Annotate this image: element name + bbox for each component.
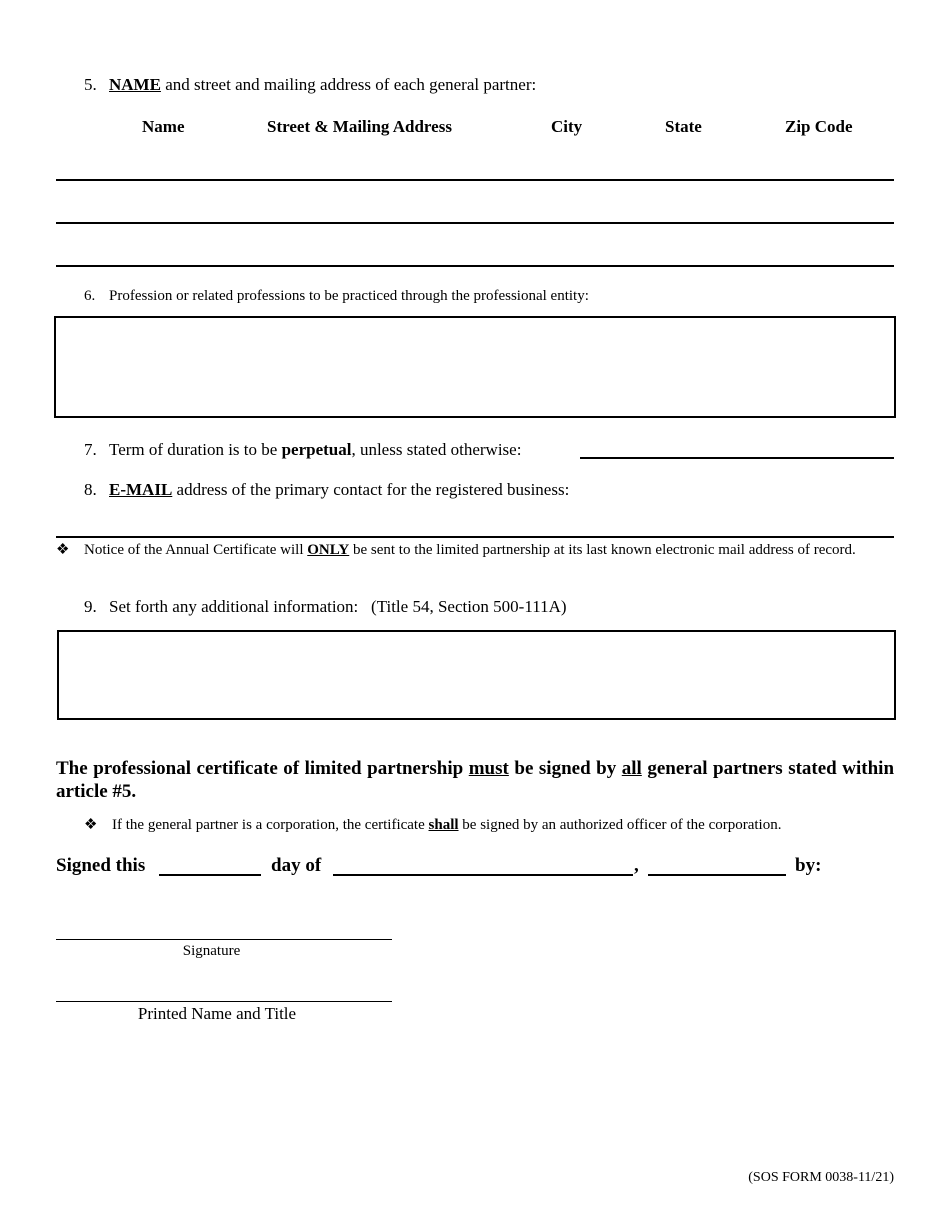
item8-text: address of the primary contact for the registered business: — [172, 480, 570, 499]
signed-this-label: Signed this — [56, 855, 146, 876]
partner-line-2[interactable] — [56, 222, 894, 224]
corp-note-shall: shall — [428, 817, 459, 833]
printed-name-line[interactable] — [56, 1001, 392, 1002]
statement-part-2: be signed by — [508, 758, 622, 779]
notice-text-pre: Notice of the Annual Certificate will — [84, 542, 308, 558]
item7-number: 7. — [84, 440, 97, 459]
item8-number: 8. — [84, 480, 97, 499]
notice-text-post: be sent to the limited partnership at its last known electronic mail address of record. — [349, 542, 856, 558]
statement-part-1: The professional certificate of limited partnership — [56, 758, 469, 779]
profession-input-box[interactable] — [54, 316, 896, 418]
item5-bold-word: NAME — [109, 75, 161, 94]
notice-text — [84, 541, 902, 559]
corp-note-pre: If the general partner is a corporation, the certificate — [112, 817, 429, 833]
notice-bullet-icon: ❖ — [56, 542, 70, 558]
item6-number: 6. — [84, 288, 96, 304]
statement-all: all — [621, 758, 642, 779]
column-header-city: City — [551, 117, 583, 136]
column-header-zip: Zip Code — [785, 117, 853, 136]
email-line[interactable] — [56, 536, 894, 538]
corp-bullet-icon: ❖ — [84, 817, 98, 833]
statement-must: must — [468, 758, 509, 779]
column-header-name: Name — [142, 117, 185, 136]
notice-only: ONLY — [307, 542, 350, 558]
item5-heading — [84, 75, 536, 95]
item8-heading — [84, 480, 569, 500]
item7-text-post: , unless stated otherwise: — [351, 440, 522, 459]
day-of-label: day of — [271, 855, 322, 876]
signed-day-line[interactable] — [159, 874, 261, 876]
item7-perpetual: perpetual — [281, 440, 352, 459]
item9-number: 9. — [84, 597, 97, 616]
printed-name-label: Printed Name and Title — [137, 1004, 297, 1023]
corp-note-post: be signed by an authorized officer of the corporation. — [458, 817, 782, 833]
item5-text: and street and mailing address of each general partner: — [160, 75, 537, 94]
item5-number: 5. — [84, 75, 97, 94]
signed-month-line[interactable] — [333, 874, 633, 876]
term-duration-line[interactable] — [580, 457, 894, 459]
item8-bold-word: E-MAIL — [109, 480, 173, 499]
signed-year-line[interactable] — [648, 874, 786, 876]
additional-info-box[interactable] — [57, 630, 896, 720]
statement-part-3: general partners stated within article #5. — [56, 758, 895, 802]
item9-heading — [84, 597, 567, 617]
signature-label: Signature — [182, 943, 241, 959]
item9-text: Set forth any additional information: (Title 54, Section 500-111A) — [109, 597, 567, 616]
column-header-address: Street & Mailing Address — [267, 117, 452, 136]
by-label: by: — [795, 855, 822, 876]
partner-line-1[interactable] — [56, 179, 894, 181]
item7-text-pre: Term of duration is to be — [109, 440, 282, 459]
corp-note-text — [112, 816, 781, 834]
signing-statement — [56, 757, 894, 803]
item6-text: Profession or related professions to be practiced through the professional entity: — [109, 288, 589, 304]
partner-line-3[interactable] — [56, 265, 894, 267]
form-id: (SOS FORM 0038-11/21) — [748, 1170, 894, 1185]
item7-heading — [84, 440, 521, 460]
item6-heading — [84, 287, 589, 305]
column-header-state: State — [665, 117, 702, 136]
signature-line[interactable] — [56, 939, 392, 940]
signed-comma: , — [634, 855, 639, 876]
